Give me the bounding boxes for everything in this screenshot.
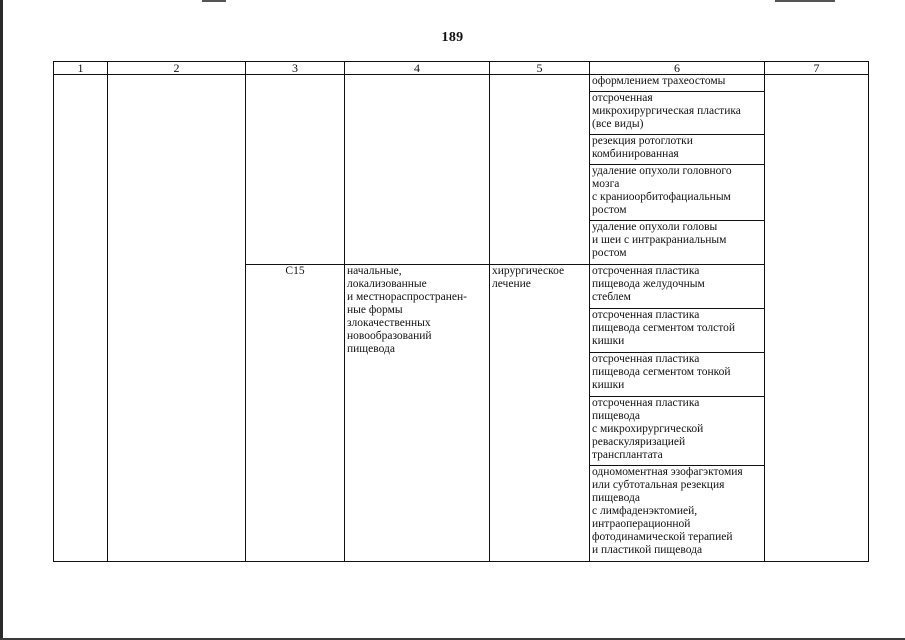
medical-care-table [53, 61, 869, 562]
scan-mark [775, 0, 835, 2]
diagnosis-cell: начальные, локализованные и местнораспространен- ные формы злокачественных новообразований пищевода [345, 265, 490, 562]
method-cell: отсроченная пластика пищевода сегментом толстой кишки [590, 309, 765, 353]
method-cell: отсроченная пластика пищевода сегментом тонкой кишки [590, 353, 765, 397]
column-5-cell [490, 75, 590, 265]
method-cell: отсроченная пластика пищевода желудочным стеблем [590, 265, 765, 309]
column-1-cell [54, 75, 108, 562]
column-number: 5 [490, 62, 590, 75]
scan-edge-left [0, 0, 3, 640]
scan-mark [202, 0, 226, 2]
column-number: 2 [108, 62, 246, 75]
method-cell: одномоментная эзофагэктомия или субтотальная резекция пищевода с лимфаденэктомией, интраоперационной фотодинамической терапией и пластикой пищевода [590, 466, 765, 562]
method-cell: отсроченная микрохирургическая пластика (все виды) [590, 92, 765, 135]
column-number: 1 [54, 62, 108, 75]
method-cell: резекция ротоглотки комбинированная [590, 135, 765, 165]
column-number: 6 [590, 62, 765, 75]
table-row [54, 75, 869, 92]
column-3-cell [246, 75, 345, 265]
column-7-cell [765, 75, 869, 562]
treatment-type-cell: хирургическое лечение [490, 265, 590, 562]
column-number: 7 [765, 62, 869, 75]
column-number-row [54, 62, 869, 75]
page-number: 189 [441, 30, 464, 45]
icd-code-cell: C15 [246, 265, 345, 562]
method-cell: оформлением трахеостомы [590, 75, 765, 92]
column-2-cell [108, 75, 246, 562]
method-cell: удаление опухоли головы и шеи с интракраниальным ростом [590, 221, 765, 265]
method-cell: отсроченная пластика пищевода с микрохирургической реваскуляризацией трансплантата [590, 397, 765, 466]
column-4-cell [345, 75, 490, 265]
method-cell: удаление опухоли головного мозга с краниоорбитофациальным ростом [590, 165, 765, 221]
column-number: 3 [246, 62, 345, 75]
column-number: 4 [345, 62, 490, 75]
